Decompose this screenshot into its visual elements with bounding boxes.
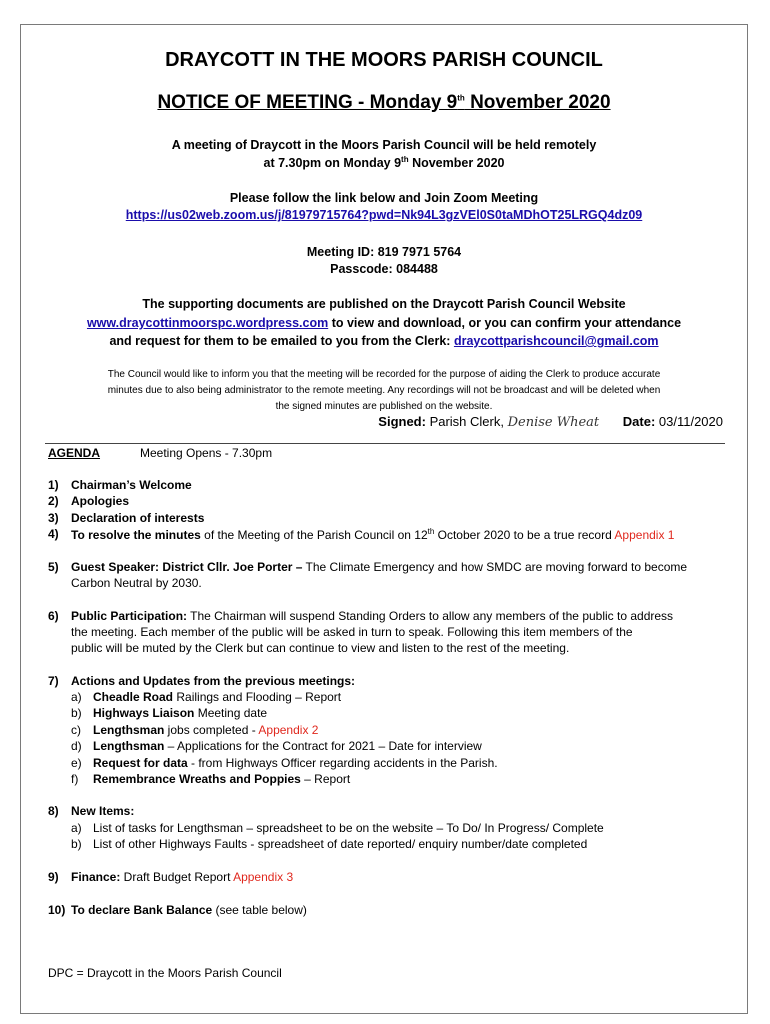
passcode: Passcode: 084488 xyxy=(330,262,438,276)
website-line: www.draycottinmoorspc.wordpress.com to view and download, or you can confirm your attendance xyxy=(86,316,682,330)
appendix-2-ref: Appendix 2 xyxy=(258,723,319,737)
agenda-item-public-participation: Public Participation: The Chairman will suspend Standing Orders to allow any members of the public to address xyxy=(71,609,674,623)
zoom-link[interactable]: https://us02web.zoom.us/j/81979715764?pwd=Nk94L3gzVEl0S0taMDhOT25LRGQ4dz09 xyxy=(125,208,643,222)
sub-letter: a) xyxy=(71,821,82,835)
public-participation-line-3: public will be muted by the Clerk but can continue to view and listen to the rest of the meeting. xyxy=(71,641,570,655)
agenda-heading: AGENDA xyxy=(48,446,101,460)
document-page xyxy=(20,24,748,1014)
agenda-item-new-items: New Items: xyxy=(71,804,135,818)
remote-meeting-line: A meeting of Draycott in the Moors Parish Council will be held remotely xyxy=(171,138,597,152)
meeting-opens: Meeting Opens - 7.30pm xyxy=(140,446,273,460)
recording-notice-line-2: minutes due to also being administrator to the remote meeting. Any recordings will not be broadcast and will be deleted when xyxy=(107,385,661,396)
appendix-3-ref: Appendix 3 xyxy=(233,870,294,884)
agenda-item-bank-balance: To declare Bank Balance (see table below) xyxy=(71,903,307,917)
item-number: 7) xyxy=(48,674,59,688)
signature-block: Signed: Parish Clerk, Denise Wheat Date: 03/11/2020 xyxy=(378,414,723,430)
sub-letter: b) xyxy=(71,706,82,720)
item-number: 6) xyxy=(48,609,59,623)
agenda-item-minutes: To resolve the minutes of the Meeting of the Parish Council on 12th October 2020 to be a true record Appendix 1 xyxy=(71,527,675,542)
item-number: 10) xyxy=(48,903,66,917)
sub-letter: a) xyxy=(71,690,82,704)
item-number: 1) xyxy=(48,478,59,492)
recording-notice-line-1: The Council would like to inform you that the meeting will be recorded for the purpose of aiding the Clerk to produce accurate xyxy=(107,369,661,380)
item-number: 5) xyxy=(48,560,59,574)
sub-item-lengthsman-applications: Lengthsman – Applications for the Contract for 2021 – Date for interview xyxy=(93,739,482,753)
sub-item-highways-liaison: Highways Liaison Meeting date xyxy=(93,706,268,720)
clerk-email-link[interactable]: draycottparishcouncil@gmail.com xyxy=(453,334,659,348)
recording-notice-line-3: the signed minutes are published on the website. xyxy=(275,401,493,412)
guest-speaker-line-2: Carbon Neutral by 2030. xyxy=(71,576,202,590)
agenda-item-apologies: Apologies xyxy=(71,494,130,508)
sub-item-remembrance: Remembrance Wreaths and Poppies – Report xyxy=(93,772,351,786)
sub-item-highways-faults: List of other Highways Faults - spreadsheet of date reported/ enquiry number/date completed xyxy=(93,837,588,851)
sub-item-lengthsman-tasks: List of tasks for Lengthsman – spreadsheet to be on the website – To Do/ In Progress/ Complete xyxy=(93,821,604,835)
sub-letter: c) xyxy=(71,723,81,737)
email-line: and request for them to be emailed to you from the Clerk: draycottparishcouncil@gmail.com xyxy=(109,334,659,348)
agenda-item-welcome: Chairman’s Welcome xyxy=(71,478,192,492)
sub-item-lengthsman-jobs: Lengthsman jobs completed - Appendix 2 xyxy=(93,723,319,737)
footer-note: DPC = Draycott in the Moors Parish Council xyxy=(48,966,282,980)
meeting-id: Meeting ID: 819 7971 5764 xyxy=(306,245,462,259)
item-number: 8) xyxy=(48,804,59,818)
sub-letter: b) xyxy=(71,837,82,851)
website-link[interactable]: www.draycottinmoorspc.wordpress.com xyxy=(86,316,329,330)
documents-notice: The supporting documents are published on the Draycott Parish Council Website xyxy=(142,297,626,311)
agenda-item-declaration: Declaration of interests xyxy=(71,511,205,525)
appendix-1-ref: Appendix 1 xyxy=(614,528,675,542)
sub-item-cheadle-road: Cheadle Road Railings and Flooding – Report xyxy=(93,690,342,704)
clerk-signature: Denise Wheat xyxy=(507,415,600,430)
sub-letter: d) xyxy=(71,739,82,753)
item-number: 9) xyxy=(48,870,59,884)
agenda-item-guest-speaker: Guest Speaker: District Cllr. Joe Porter – The Climate Emergency and how SMDC are moving forward to become xyxy=(71,560,688,574)
agenda-item-finance: Finance: Draft Budget Report Appendix 3 xyxy=(71,870,294,884)
notice-of-meeting-heading: NOTICE OF MEETING - Monday 9th November 2020 xyxy=(157,92,611,113)
council-title: DRAYCOTT IN THE MOORS PARISH COUNCIL xyxy=(165,49,603,71)
meeting-time-line: at 7.30pm on Monday 9th November 2020 xyxy=(263,155,505,171)
zoom-link-line xyxy=(21,208,747,222)
item-number: 4) xyxy=(48,527,59,541)
sub-letter: f) xyxy=(71,772,79,786)
divider xyxy=(45,443,725,444)
sub-letter: e) xyxy=(71,756,82,770)
item-number: 2) xyxy=(48,494,59,508)
public-participation-line-2: the meeting. Each member of the public will be asked in turn to speak. Following this item members of the xyxy=(71,625,633,639)
zoom-instruction: Please follow the link below and Join Zoom Meeting xyxy=(229,191,539,205)
item-number: 3) xyxy=(48,511,59,525)
agenda-item-actions: Actions and Updates from the previous meetings: xyxy=(71,674,356,688)
sub-item-request-for-data: Request for data - from Highways Officer regarding accidents in the Parish. xyxy=(93,756,498,770)
